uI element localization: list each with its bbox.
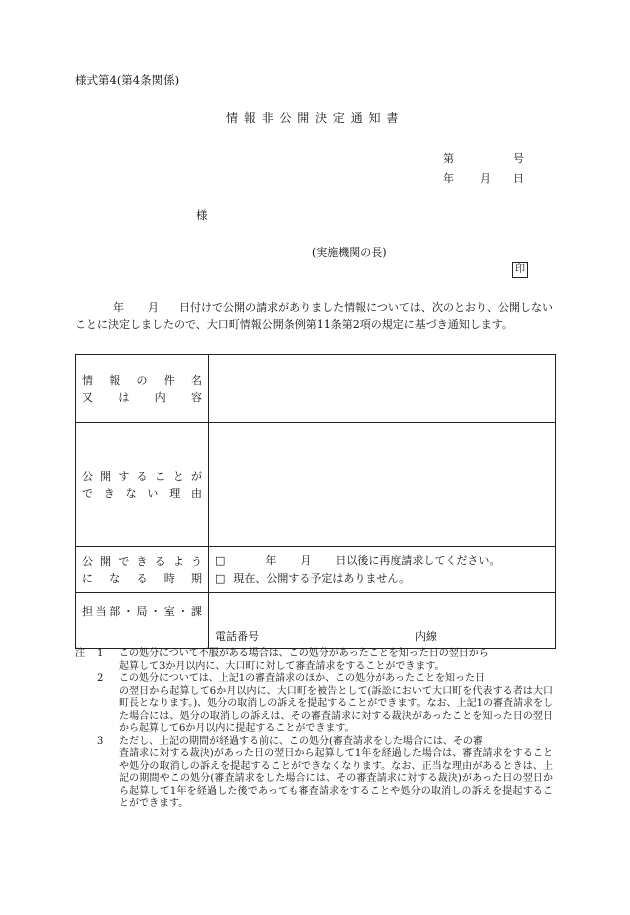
table-row-department: [76, 593, 556, 649]
intro-text: 日付けで公開の請求がありました情報については、次のとおり、公開しないことに決定しましたので、大口町情報公開条例第11条第2項の規定に基づき通知します。: [75, 301, 554, 331]
note-number: 1: [97, 648, 104, 659]
notes-marker: 注: [75, 648, 85, 659]
intro-month: 月: [148, 301, 160, 314]
reason-value-cell[interactable]: [209, 423, 556, 547]
subject-value-cell[interactable]: [209, 355, 556, 423]
reason-label-line2: できない理由: [82, 486, 202, 500]
note-rest: 査請求に対する裁決)があった日の翌日から起算して1年を経過した場合は、審査請求をすることや処分の取消しの訴えを提起することができなくなります。なお、正当な理由があるときは、上記の期間やこの処分(審査請求をした場合には、その審査請求に対する裁決)があった日の翌日から起算して1年を経過した後であっても審査請求をすることや処分の取消しの訴えを提起することができます。: [119, 748, 553, 809]
timing-label-line1: 公開できるよう: [82, 554, 202, 568]
reapply-month: 月: [300, 553, 312, 567]
note-rest: の翌日から起算して6か月以内に、大口町を被告として(訴訟において大口町を代表する者は大口町長となります。)、処分の取消しの訴えを提起することができます。なお、上記1の審査請求をした場合には、処分の取消しの訴えは、その審査請求に対する裁決があったことを知った日の翌日から起算して6か月以内に提起することができます。: [119, 685, 553, 734]
note-number: 2: [97, 673, 104, 684]
reapply-year: 年: [265, 553, 277, 567]
table-row-timing: [76, 547, 556, 593]
checkbox-icon[interactable]: □: [215, 571, 226, 585]
no-plan-text: 現在、公開する予定はありません。: [233, 571, 411, 585]
date-month-label: 月: [480, 172, 491, 185]
note-item: [75, 673, 553, 736]
timing-option-no-plan[interactable]: [215, 570, 549, 588]
department-label-cell: [76, 593, 209, 649]
table-row-subject: [76, 355, 556, 423]
date-day-label: 日: [513, 172, 524, 185]
reapply-text: 日以後に再度請求してください。: [335, 553, 501, 567]
recipient-suffix: 様: [196, 208, 208, 222]
issuer-label: (実施機関の長): [312, 246, 387, 259]
seal-mark: 印: [512, 262, 528, 278]
number-suffix: 号: [513, 152, 524, 165]
extension-label: 内線: [415, 630, 437, 643]
decision-table: [75, 354, 556, 649]
form-number: 様式第4(第4条関係): [75, 73, 180, 87]
subject-label-cell: [76, 355, 209, 423]
timing-label-line2: になる時期: [82, 571, 202, 585]
department-label: 担当部・局・室・課: [82, 605, 202, 618]
note-text: [109, 648, 553, 673]
reason-label-cell: [76, 423, 209, 547]
checkbox-icon[interactable]: □: [215, 553, 226, 567]
intro-year: 年: [113, 301, 125, 314]
note-first-line: この処分については、上記1の審査請求のほか、この処分があったことを知った日: [119, 673, 486, 684]
note-number: 3: [97, 735, 104, 747]
number-prefix: 第: [443, 152, 454, 165]
timing-label-cell: [76, 547, 209, 593]
note-text: [109, 736, 553, 811]
document-title: 情 報 非 公 開 決 定 通 知 書: [226, 111, 400, 125]
subject-label-line1: 情 報 の 件 名: [82, 373, 202, 387]
note-first-line: この処分について不服がある場合は、この処分があったことを知った日の翌日から: [119, 648, 489, 659]
intro-paragraph: [75, 299, 553, 333]
date-year-label: 年: [443, 172, 454, 185]
subject-label-line2: 又 は 内 容: [82, 390, 202, 404]
notes-section: [75, 648, 553, 811]
note-text: [109, 673, 553, 736]
seal-icon: [512, 262, 528, 278]
phone-label: 電話番号: [215, 630, 259, 643]
note-item: [75, 736, 553, 811]
note-first-line: ただし、上記の期間が経過する前に、この処分(審査請求をした場合には、その審: [119, 735, 483, 747]
note-rest: 起算して3か月以内に、大口町に対して審査請求をすることができます。: [119, 660, 445, 672]
reason-label-line1: 公開することが: [82, 469, 202, 483]
department-value-cell[interactable]: [209, 593, 556, 649]
note-item: [75, 648, 553, 673]
timing-value-cell: [209, 547, 556, 593]
timing-option-reapply[interactable]: [215, 552, 549, 570]
table-row-reason: [76, 423, 556, 547]
